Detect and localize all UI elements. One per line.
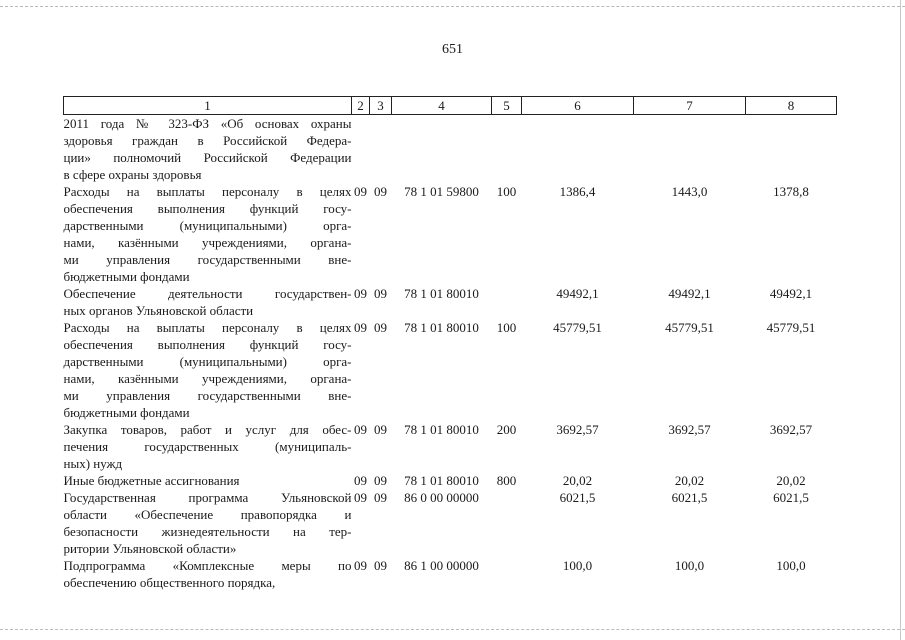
column-header-1: 1 (64, 97, 352, 115)
row-name (64, 421, 352, 472)
target-article-code: 86 0 00 00000 (404, 490, 479, 505)
row-name (64, 183, 352, 285)
expense-type-code: 800 (496, 473, 517, 488)
table-row (64, 319, 837, 421)
table-body (64, 115, 837, 592)
row-name-line: ных) нужд (63, 456, 123, 471)
row-name-line: обеспечения выполнения функций госу- (63, 201, 352, 216)
table-row (64, 557, 837, 591)
subsection-code: 09 (374, 558, 387, 573)
row-name (64, 285, 352, 319)
subsection-code: 09 (374, 473, 387, 488)
column-header-8: 8 (746, 97, 837, 115)
amount-year-3: 3692,57 (769, 422, 813, 437)
amount-year-3: 1378,8 (773, 184, 809, 199)
column-header-7: 7 (634, 97, 746, 115)
row-name-line: ми управления государственными вне- (63, 388, 352, 403)
row-name (64, 557, 352, 591)
row-name-line: ции» полномочий Российской Федерации (63, 150, 352, 165)
header-row (64, 97, 837, 115)
row-name-line: области «Обеспечение правопорядка и (63, 507, 352, 522)
amount-year-1: 3692,57 (556, 422, 599, 437)
amount-year-3: 100,0 (776, 558, 806, 573)
row-name-line: в сфере охраны здоровья (63, 167, 202, 182)
subsection-code: 09 (374, 320, 387, 335)
table-row (64, 489, 837, 557)
page-number: 651 (442, 42, 463, 57)
budget-table (63, 96, 837, 591)
amount-year-2: 49492,1 (668, 286, 711, 301)
subsection-code: 09 (374, 490, 387, 505)
section-code: 09 (354, 473, 367, 488)
amount-year-1: 6021,5 (559, 490, 596, 505)
amount-year-1: 100,0 (562, 558, 593, 573)
column-header-5: 5 (492, 97, 522, 115)
table-row (64, 115, 837, 184)
target-article-code (392, 115, 492, 184)
row-name (64, 319, 352, 421)
target-article-code: 78 1 01 80010 (404, 286, 479, 301)
amount-year-1: 1386,4 (559, 184, 596, 199)
section-code: 09 (354, 490, 367, 505)
section-code: 09 (354, 184, 367, 199)
table-header (64, 97, 837, 115)
table-row (64, 421, 837, 472)
row-name-line: здоровья граждан в Российской Федера- (63, 133, 352, 148)
amount-year-1: 20,02 (562, 473, 593, 488)
amount-year-2: 20,02 (674, 473, 705, 488)
expense-type-code: 100 (496, 184, 517, 199)
row-name-line: бюджетными фондами (63, 405, 190, 420)
table-row (64, 183, 837, 285)
row-name-line: Иные бюджетные ассигнования (63, 473, 240, 488)
row-name-line: ритории Ульяновской области» (63, 541, 237, 556)
section-code: 09 (354, 422, 367, 437)
subsection-code (370, 115, 392, 184)
row-name-line: обеспечению общественного порядка, (63, 575, 276, 590)
subsection-code: 09 (374, 422, 387, 437)
target-article-code: 78 1 01 80010 (404, 473, 479, 488)
row-name (64, 489, 352, 557)
target-article-code: 86 1 00 00000 (404, 558, 479, 573)
amount-year-1 (522, 115, 634, 184)
row-name-line: нами, казёнными учреждениями, органа- (63, 371, 352, 386)
subsection-code: 09 (374, 286, 387, 301)
target-article-code: 78 1 01 80010 (404, 422, 479, 437)
amount-year-2: 6021,5 (671, 490, 708, 505)
row-name-line: бюджетными фондами (63, 269, 190, 284)
expense-type-code: 100 (496, 320, 517, 335)
section-code: 09 (354, 320, 367, 335)
row-name-line: нами, казёнными учреждениями, органа- (63, 235, 352, 250)
row-name-line: Расходы на выплаты персоналу в целях (63, 184, 352, 199)
column-header-4: 4 (392, 97, 492, 115)
row-name-line: Государственная программа Ульяновской (63, 490, 352, 505)
amount-year-3: 45779,51 (766, 320, 816, 335)
expense-type-code (492, 557, 522, 591)
amount-year-1: 49492,1 (556, 286, 599, 301)
amount-year-2: 100,0 (674, 558, 705, 573)
section-code: 09 (354, 286, 367, 301)
expense-type-code (492, 285, 522, 319)
table-row (64, 472, 837, 489)
amount-year-2: 1443,0 (671, 184, 708, 199)
row-name-line: обеспечения выполнения функций госу- (63, 337, 352, 352)
scan-edge-bottom (0, 629, 905, 630)
amount-year-2 (634, 115, 746, 184)
target-article-code: 78 1 01 80010 (404, 320, 479, 335)
row-name-line: дарственными (муниципальными) орга- (63, 218, 352, 233)
target-article-code: 78 1 01 59800 (404, 184, 479, 199)
amount-year-3 (746, 115, 837, 184)
row-name-line: Закупка товаров, работ и услуг для обес- (63, 422, 352, 437)
section-code (352, 115, 370, 184)
row-name-line: ми управления государственными вне- (63, 252, 352, 267)
column-header-3: 3 (370, 97, 392, 115)
row-name-line: дарственными (муниципальными) орга- (63, 354, 352, 369)
row-name (64, 115, 352, 184)
column-header-6: 6 (522, 97, 634, 115)
row-name-line: Расходы на выплаты персоналу в целях (63, 320, 352, 335)
amount-year-3: 20,02 (776, 473, 806, 488)
table-row (64, 285, 837, 319)
scan-edge-right (900, 0, 901, 640)
amount-year-2: 45779,51 (665, 320, 714, 335)
expense-type-code (492, 489, 522, 557)
row-name-line: ных органов Ульяновской области (63, 303, 254, 318)
expense-type-code: 200 (496, 422, 517, 437)
row-name-line: 2011 года № 323-ФЗ «Об основах охраны (63, 116, 352, 131)
row-name-line: печения государственных (муниципаль- (63, 439, 352, 454)
section-code: 09 (354, 558, 367, 573)
amount-year-1: 45779,51 (553, 320, 602, 335)
row-name-line: Подпрограмма «Комплексные меры по (63, 558, 352, 573)
amount-year-3: 49492,1 (769, 286, 813, 301)
expense-type-code (492, 115, 522, 184)
amount-year-3: 6021,5 (773, 490, 809, 505)
subsection-code: 09 (374, 184, 387, 199)
row-name-line: Обеспечение деятельности государствен- (63, 286, 352, 301)
row-name (64, 472, 352, 489)
column-header-2: 2 (352, 97, 370, 115)
row-name-line: безопасности жизнедеятельности на тер- (63, 524, 352, 539)
amount-year-2: 3692,57 (668, 422, 711, 437)
scan-edge-top (0, 6, 905, 7)
